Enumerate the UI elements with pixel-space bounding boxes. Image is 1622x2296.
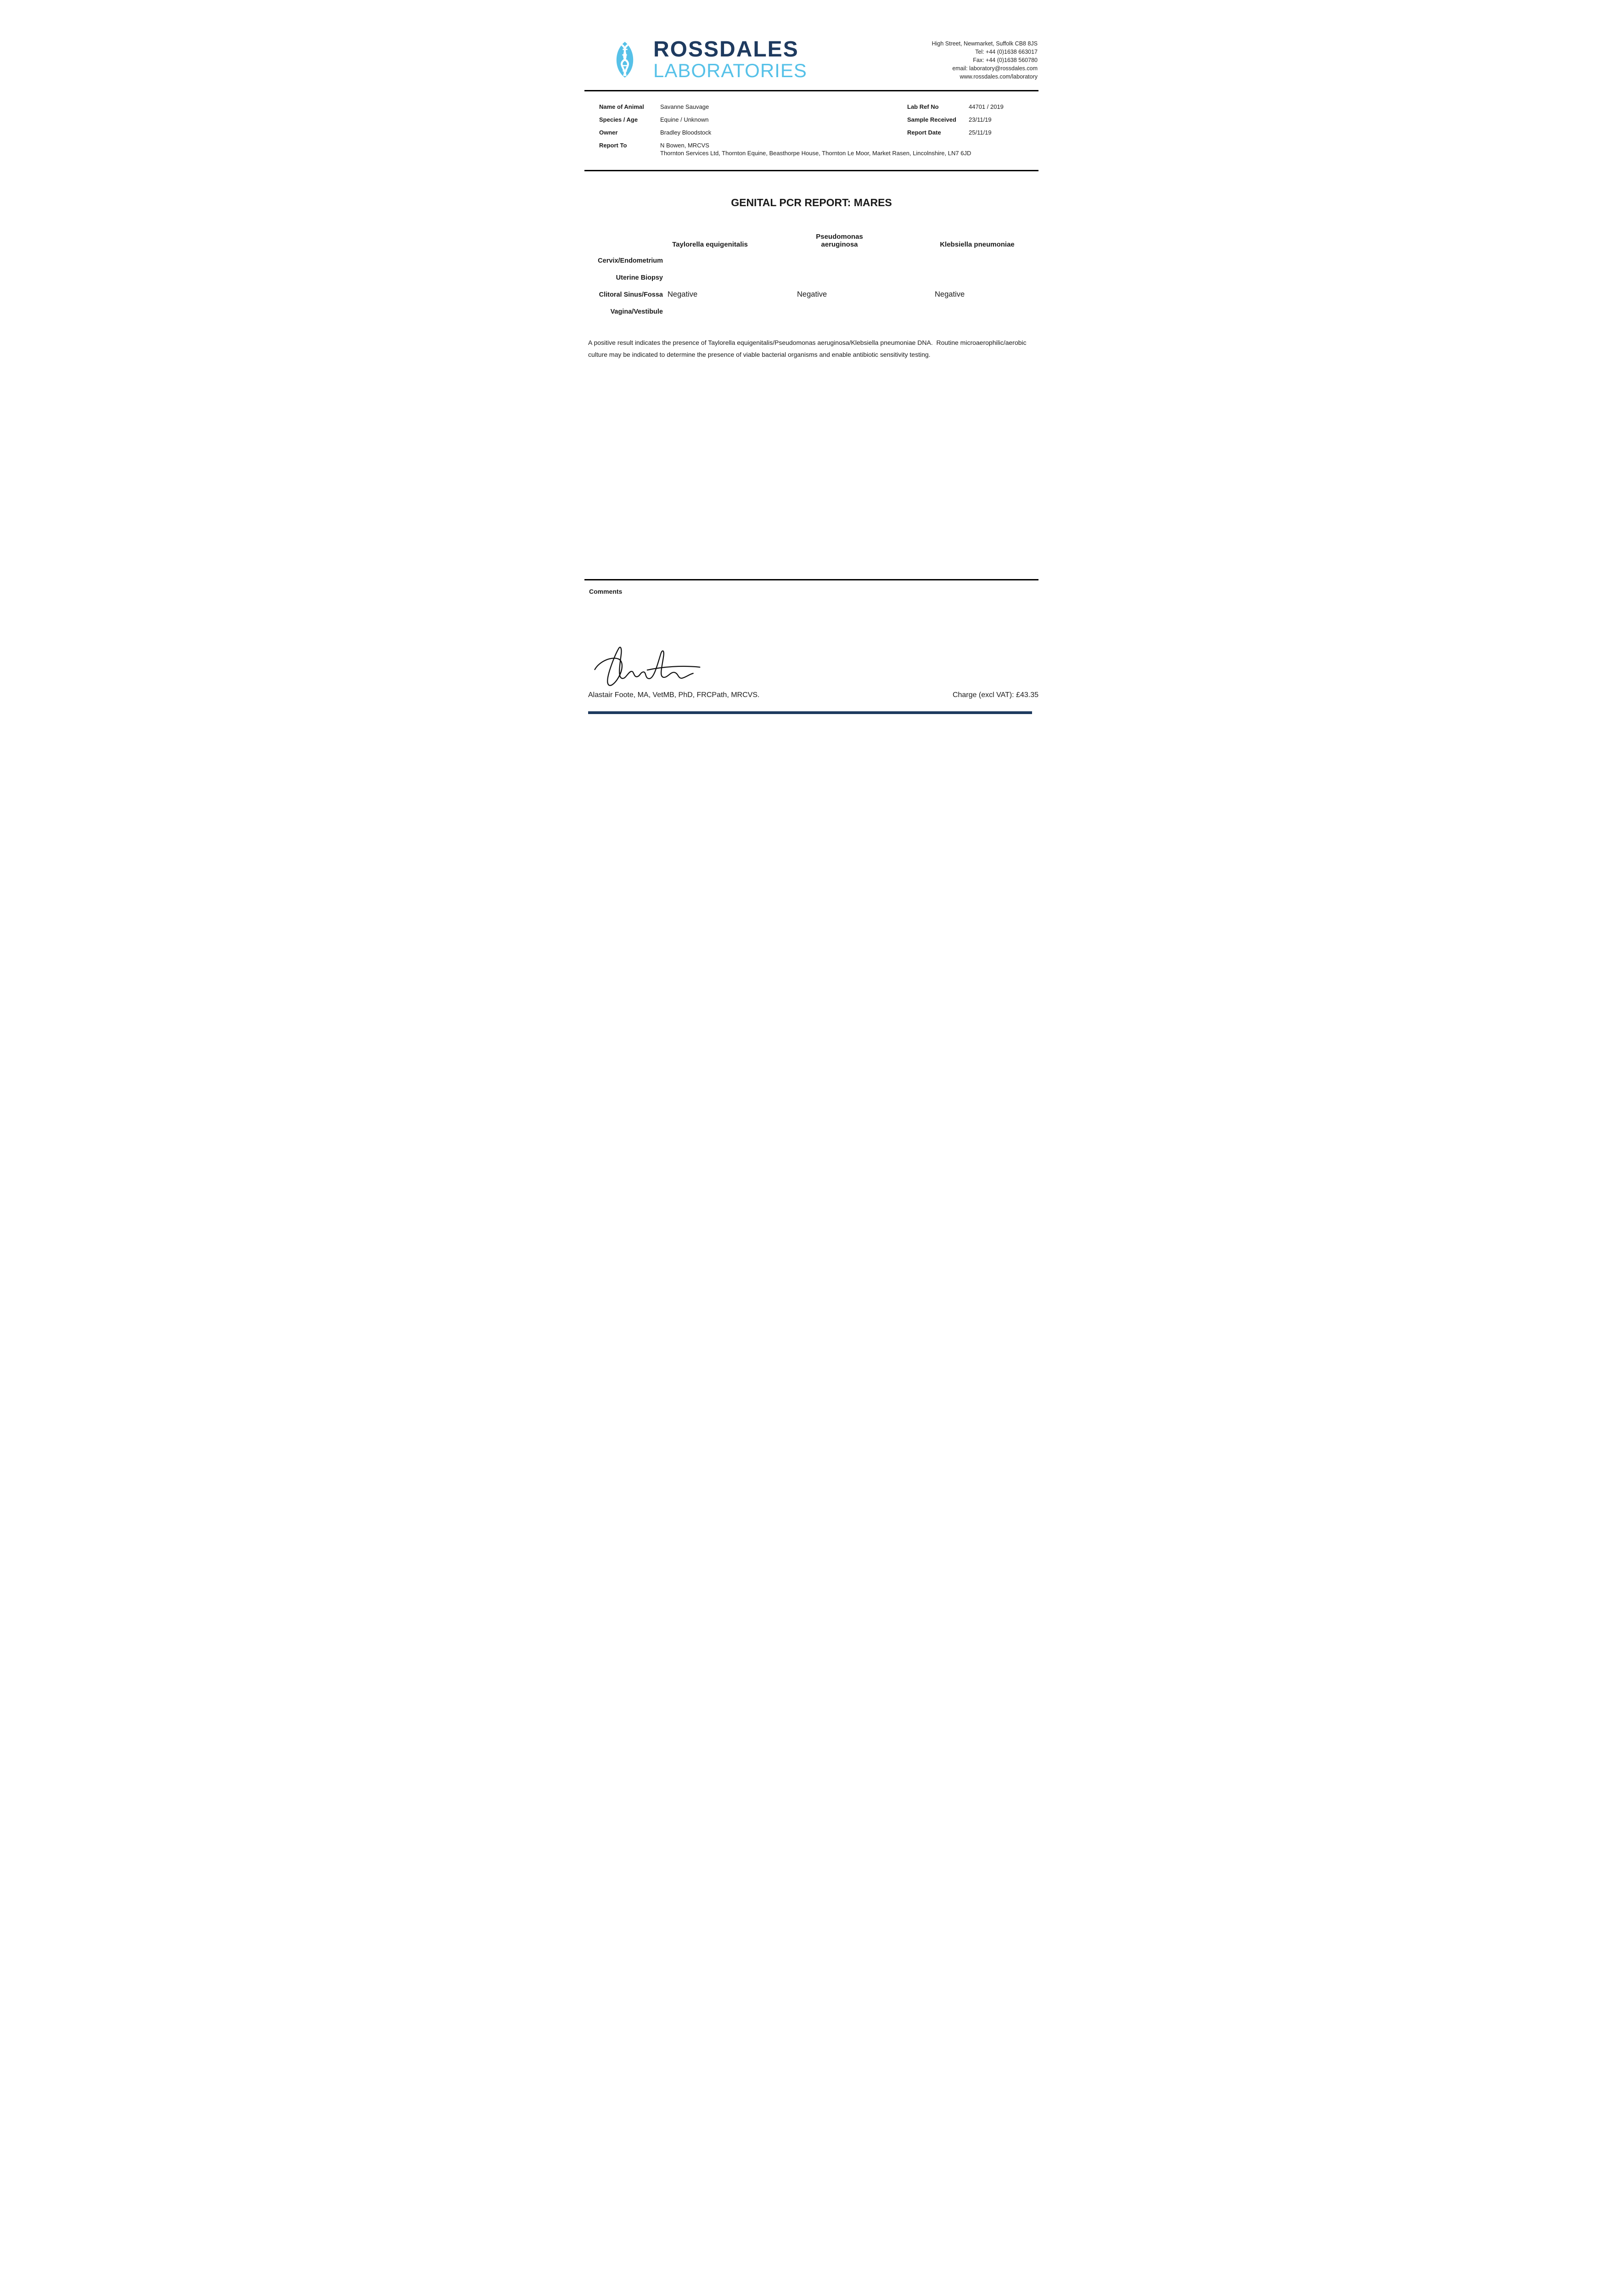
logo-line-rossdales: ROSSDALES <box>653 37 799 62</box>
column-header-taylorella: Taylorella equigenitalis <box>672 241 748 248</box>
signature-image <box>591 645 706 692</box>
info-label: Owner <box>599 129 618 136</box>
lab-report-page <box>551 0 1071 735</box>
result-cell <box>935 316 1038 317</box>
report-to-address: Thornton Services Ltd, Thornton Equine, Beasthorpe House, Thornton Le Moor, Market Rasen, Lincolnshire, LN7 6JD <box>660 150 971 157</box>
info-value: 23/11/19 <box>969 116 992 123</box>
info-label: Name of Animal <box>599 103 644 110</box>
contact-email: email: laboratory@rossdales.com <box>952 65 1038 72</box>
results-table <box>588 232 1038 317</box>
row-label-uterine-biopsy: Uterine Biopsy <box>616 274 663 281</box>
info-label: Sample Received <box>907 116 956 123</box>
footer-line <box>588 691 1038 699</box>
charge-amount: Charge (excl VAT): £43.35 <box>952 691 1038 699</box>
info-label: Lab Ref No <box>907 103 939 110</box>
result-cell: Negative <box>668 290 698 298</box>
info-label: Species / Age <box>599 116 638 123</box>
result-cell: Negative <box>797 290 827 298</box>
lab-contact-details <box>932 39 1038 81</box>
comments-divider <box>584 579 1038 580</box>
result-cell <box>797 282 935 283</box>
comments-heading: Comments <box>589 588 623 595</box>
info-value: 44701 / 2019 <box>969 103 1004 110</box>
company-name <box>653 39 807 81</box>
info-row-sample-received <box>907 116 1038 124</box>
result-cell <box>935 265 1038 266</box>
table-row <box>588 283 1038 300</box>
result-cell: Negative <box>935 290 965 298</box>
info-row-lab-ref <box>907 103 1038 111</box>
results-header-row <box>588 232 1038 249</box>
info-row-report-date <box>907 129 1038 136</box>
result-cell <box>935 282 1038 283</box>
logo-line-laboratories: LABORATORIES <box>653 60 807 81</box>
footer-brand-bar <box>588 711 1032 714</box>
column-header-klebsiella: Klebsiella pneumoniae <box>940 241 1015 248</box>
row-label-vagina-vestibule: Vagina/Vestibule <box>610 308 663 315</box>
case-info-block <box>907 103 1038 141</box>
result-cell <box>668 282 797 283</box>
company-logo <box>608 39 807 81</box>
report-title: GENITAL PCR REPORT: MARES <box>731 197 892 208</box>
result-interpretation-note: A positive result indicates the presence of Taylorella equigenitalis/Pseudomonas aeruginosa/Klebsiella pneumoniae DNA. Routine microaerophilic/aerobic culture may be indicated to determine the presence of viable bacterial organisms and enable antibiotic sensitivity testing. <box>588 339 1028 358</box>
result-cell <box>668 265 797 266</box>
info-label: Report To <box>599 142 627 149</box>
info-value: Equine / Unknown <box>660 116 709 123</box>
contact-fax: Fax: +44 (0)1638 560780 <box>973 57 1038 63</box>
table-row <box>588 300 1038 317</box>
table-row <box>588 249 1038 266</box>
row-label-clitoral-sinus-fossa: Clitoral Sinus/Fossa <box>599 291 663 298</box>
info-label: Report Date <box>907 129 941 136</box>
result-cell <box>797 316 935 317</box>
table-row <box>588 266 1038 283</box>
info-row-report-to <box>599 141 1038 157</box>
result-cell <box>668 316 797 317</box>
dna-helix-icon <box>608 42 641 78</box>
info-value: 25/11/19 <box>969 129 992 136</box>
row-label-cervix-endometrium: Cervix/Endometrium <box>598 257 663 264</box>
contact-tel: Tel: +44 (0)1638 663017 <box>975 49 1038 55</box>
info-value: Savanne Sauvage <box>660 103 709 110</box>
info-divider <box>584 170 1038 171</box>
header-divider <box>584 90 1038 91</box>
column-header-pseudomonas: Pseudomonas aeruginosa <box>816 233 863 248</box>
result-cell <box>797 265 935 266</box>
contact-website: www.rossdales.com/laboratory <box>960 73 1038 80</box>
signatory-name: Alastair Foote, MA, VetMB, PhD, FRCPath, MRCVS. <box>588 691 760 699</box>
contact-address: High Street, Newmarket, Suffolk CB8 8JS <box>932 40 1038 47</box>
info-value: Bradley Bloodstock <box>660 129 712 136</box>
report-to-name: N Bowen, MRCVS <box>660 142 709 149</box>
